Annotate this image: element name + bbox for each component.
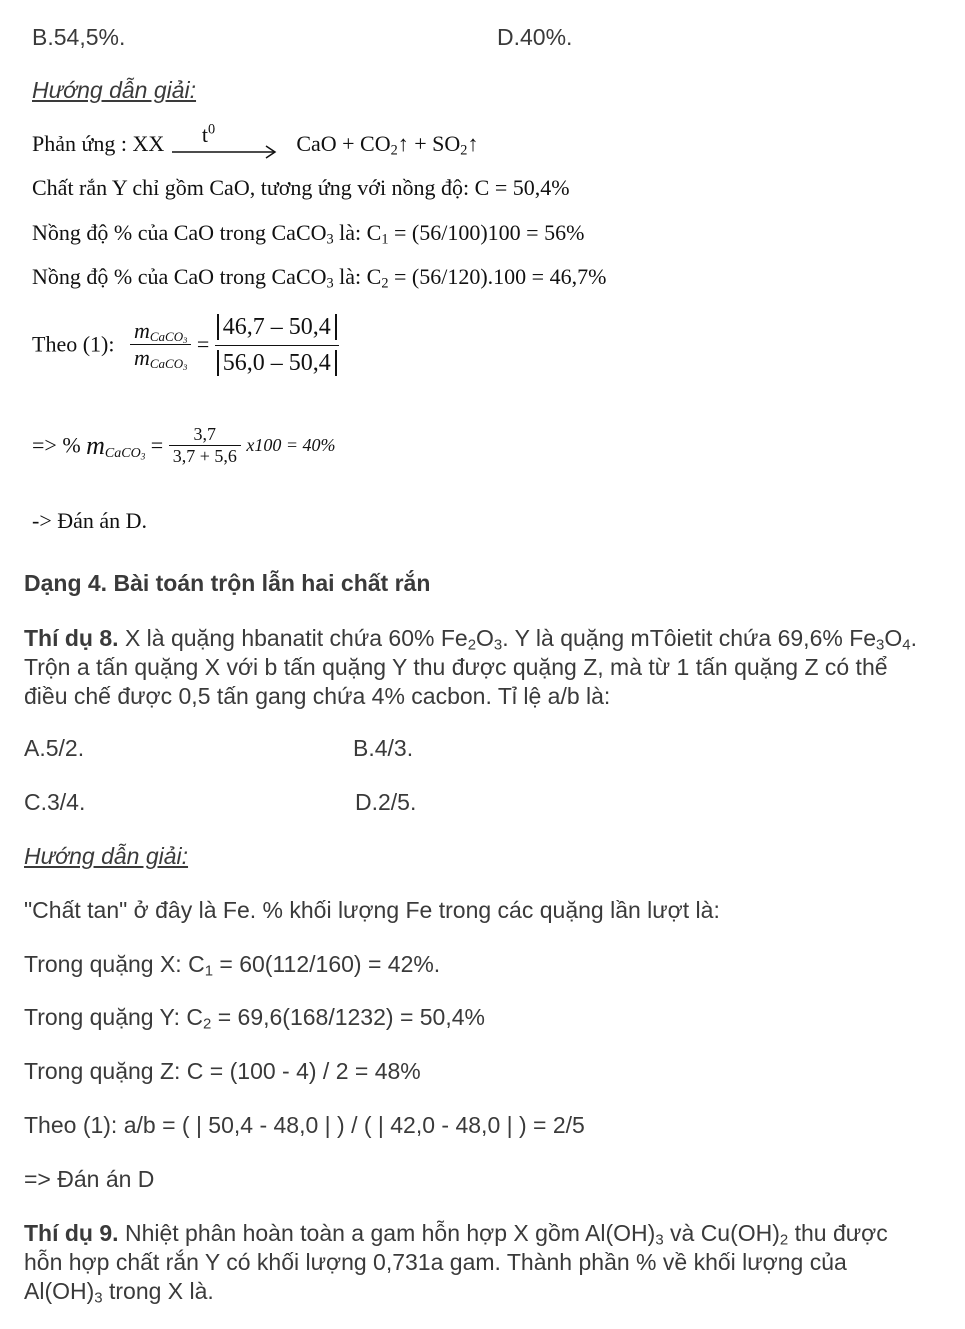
answer-line-1: -> Đán án D.: [32, 508, 148, 533]
option-a: A.5/2.: [24, 735, 85, 761]
guide-2-line-5: Theo (1): a/b = ( | 50,4 - 48,0 | ) / ( | 42,0 - 48,0 | ) = 2/5: [24, 1112, 585, 1138]
solid-y-line: Chất rắn Y chỉ gồm CaO, tương ứng với nồng độ: C = 50,4%: [32, 175, 570, 200]
percent-caco3-formula: => % $m_{CaCO_3}$ = $\frac{3,7}{3,7 + 5,6}$ x100 = 40%: [32, 424, 336, 466]
guide-2-line-1: "Chất tan" ở đây là Fe. % khối lượng Fe trong các quặng lần lượt là:: [24, 897, 720, 923]
option-c: C.3/4.: [24, 789, 86, 815]
option-d-2: D.2/5.: [355, 789, 417, 815]
arrow-right-icon: [170, 140, 280, 160]
guide-2-answer: => Đán án D: [24, 1166, 155, 1192]
concentration-c1-line: Nồng độ % của CaO trong CaCO$_3$ là: $C_1 = (56/100)100 = 56\%$: [32, 220, 585, 248]
example-9-text: Thí dụ 9. Nhiệt phân hoàn toàn a gam hỗn hợp X gồm $Al(OH)_3$ và $Cu(OH)_2$ thu được hỗn hợp chất rắn Y có khối lượng 0,731a gam. Thành phần % về khối lượng của $Al(OH)_3$ trong X là.: [24, 1220, 888, 1307]
option-d: D.40%.: [497, 24, 573, 50]
guide-heading: Hướng dẫn giải:: [32, 77, 197, 103]
theo-fraction-formula: Theo (1): $\frac{m_{CaCO_3}}{m_{CaCO_3}}$ = $\frac{46,7 - 50,4}{56,0 - 50,4}$: [32, 312, 339, 377]
guide-2-line-4: Trong quặng Z: C = (100 - 4) / 2 = 48%: [24, 1058, 421, 1084]
option-b: B.54,5%.: [32, 24, 126, 50]
guide-heading-2: Hướng dẫn giải:: [24, 843, 189, 869]
guide-2-line-2: Trong quặng X: $C_1 = 60(112/160) = 42\%$.: [24, 951, 441, 980]
guide-2-line-3: Trong quặng Y: $C_2 = 69,6(168/1232) = 50,4\%$: [24, 1004, 485, 1033]
section-title: Dạng 4. Bài toán trộn lẫn hai chất rắn: [24, 570, 431, 596]
option-b-2: B.4/3.: [353, 735, 414, 761]
concentration-c2-line: Nồng độ % của CaO trong CaCO$_3$ là: $C_2 = (56/120).100 = 46,7\%$: [32, 264, 607, 292]
example-8-text: Thí dụ 8. X là quặng hbanatit chứa 60% $Fe_2O_3$. Y là quặng mTôietit chứa 69,6% $Fe_3O_4$. Trộn a tấn quặng X với b tấn quặng Y thu được quặng Z, mà từ 1 tấn quặng Z có thể điều chế được 0,5 tấn gang chứa 4% cacbon. Tỉ lệ a/b là:: [24, 625, 917, 709]
reaction-line: Phản ứng : XX $t^0$ CaO + $CO_2↑$ + $SO_2↑$: [32, 121, 479, 159]
